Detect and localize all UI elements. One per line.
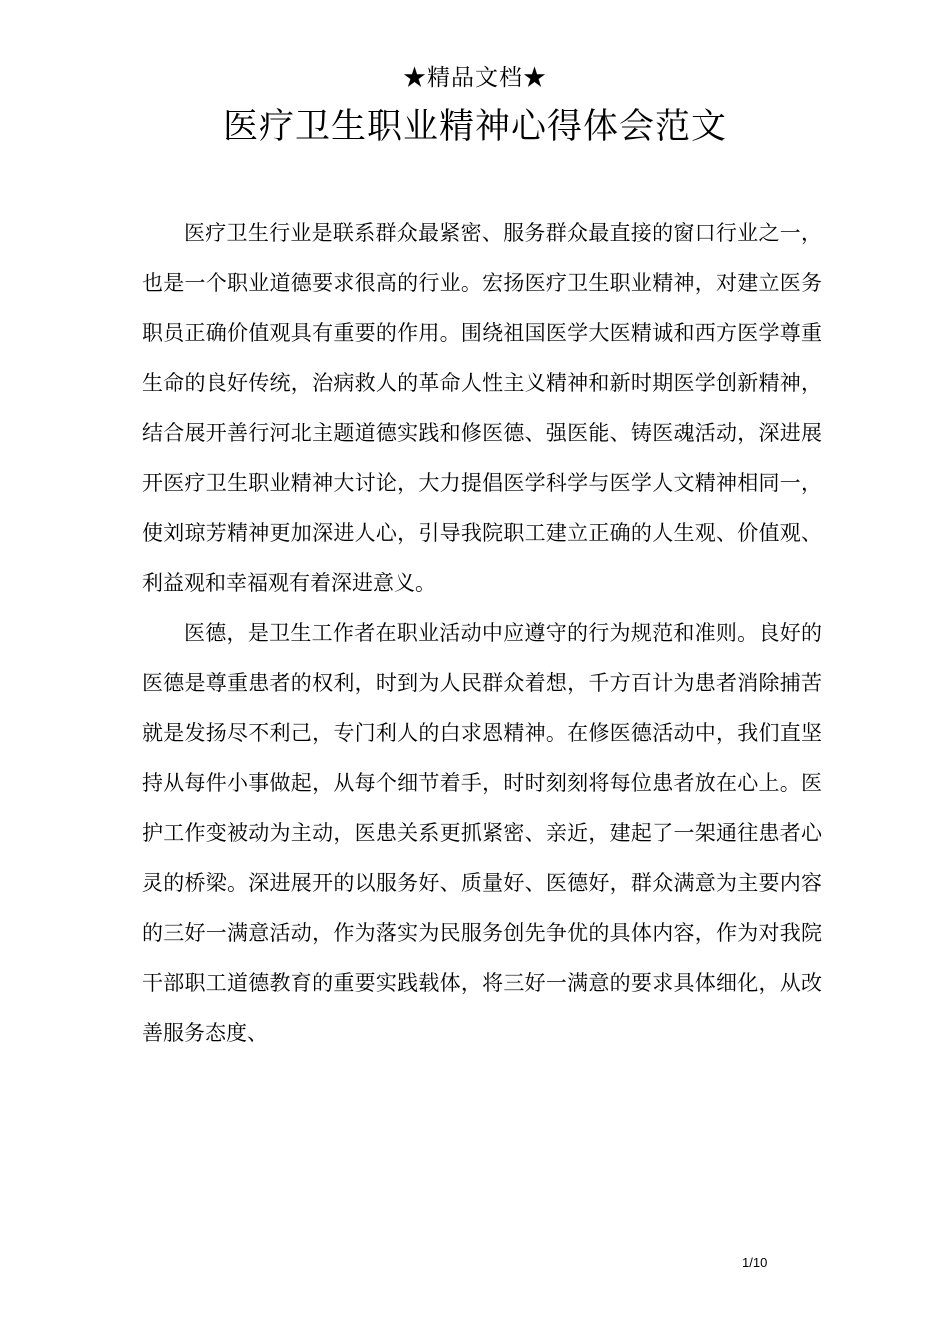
paragraph-2: 医德，是卫生工作者在职业活动中应遵守的行为规范和准则。良好的医德是尊重患者的权利，时到为人民群众着想，千方百计为患者消除捕苦就是发扬尽不利己，专门利人的白求恩精神。在修医德活动中，我们直坚持从每件小事做起，从每个细节着手，时时刻刻将每位患者放在心上。医护工作变被动为主动，医患关系更抓紧密、亲近，建起了一架通往患者心灵的桥梁。深进展开的以服务好、质量好、医德好，群众满意为主要内容的三好一满意活动，作为落实为民服务创先争优的具体内容，作为对我院干部职工道德教育的重要实践载体，将三好一满意的要求具体细化，从改善服务态度、: [142, 621, 822, 1045]
header-tag: ★精品文档★: [403, 65, 547, 91]
document-title: 医疗卫生职业精神心得体会范文: [222, 107, 727, 147]
page-number: 1/10: [742, 1255, 768, 1270]
paragraph-1: 医疗卫生行业是联系群众最紧密、服务群众最直接的窗口行业之一，也是一个职业道德要求很高的行业。宏扬医疗卫生职业精神，对建立医务职员正确价值观具有重要的作用。围绕祖国医学大医精诚和西方医学尊重生命的良好传统，治病救人的革命人性主义精神和新时期医学创新精神，结合展开善行河北主题道德实践和修医德、强医能、铸医魂活动，深进展开医疗卫生职业精神大讨论，大力提倡医学科学与医学人文精神相同一，使刘琼芳精神更加深进人心，引导我院职工建立正确的人生观、价值观、利益观和幸福观有着深进意义。: [142, 221, 822, 595]
body-text: [142, 208, 822, 1058]
